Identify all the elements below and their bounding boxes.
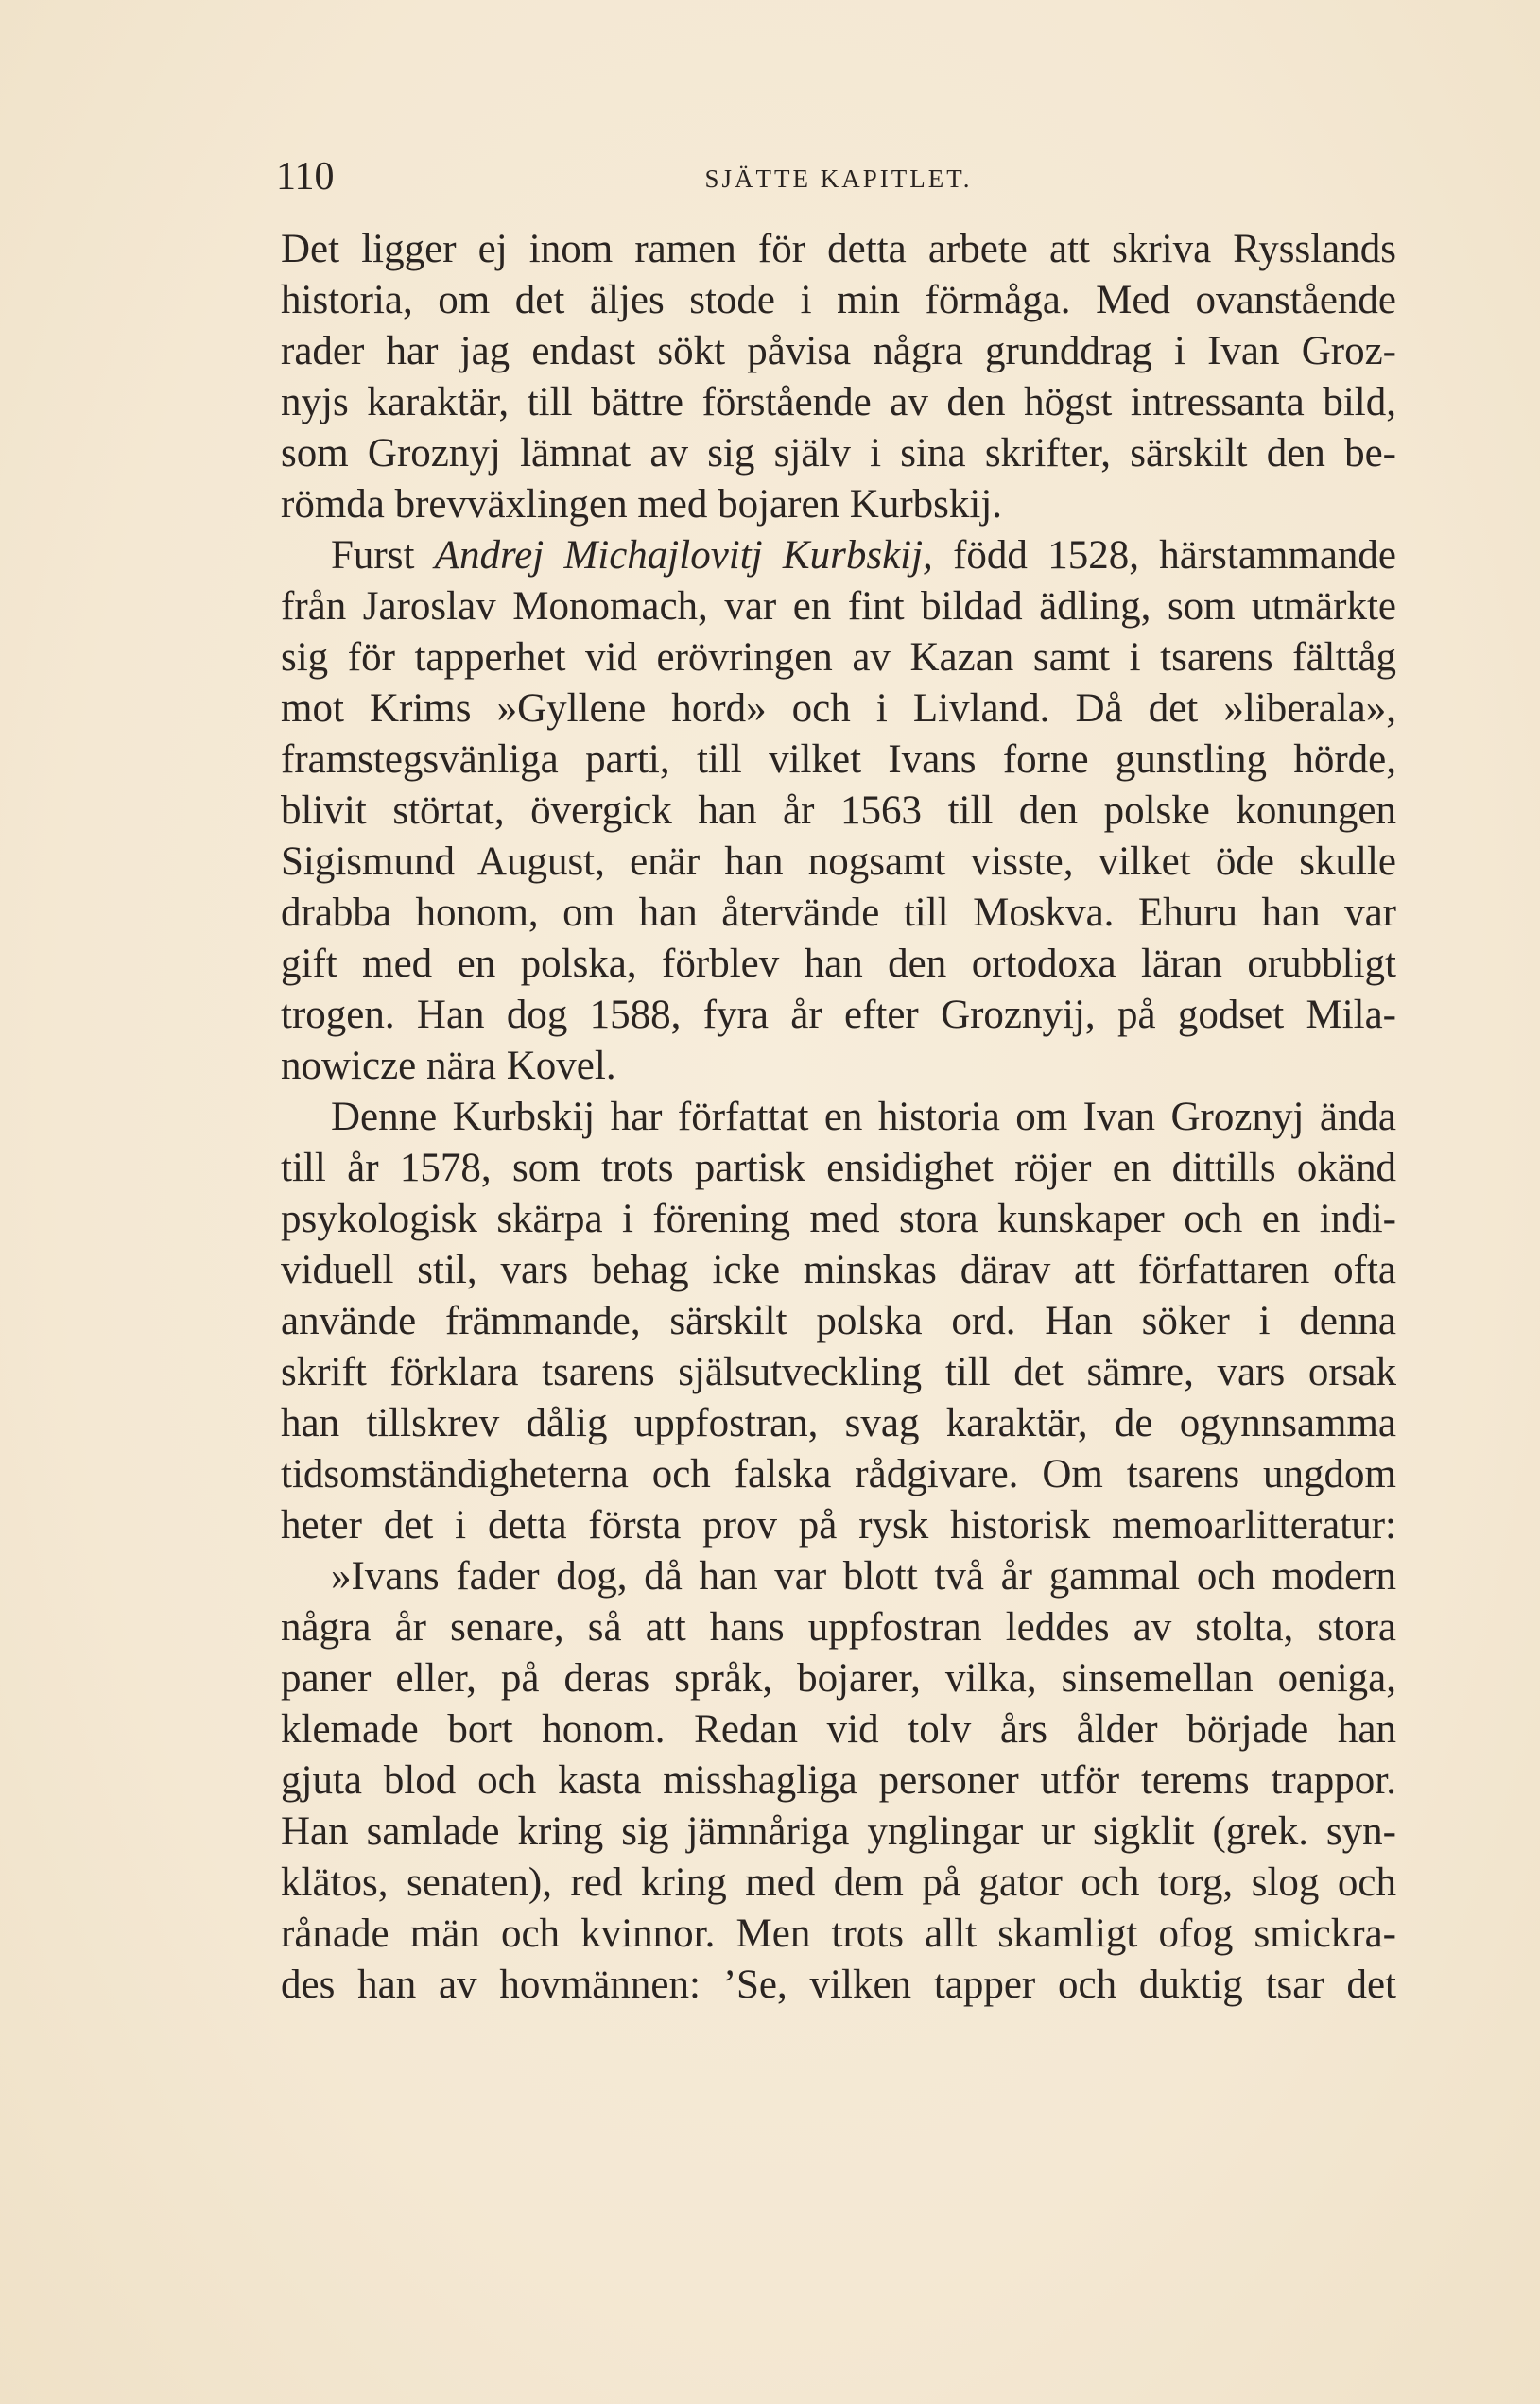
text-line: blivit störtat, övergick han år 1563 till den polske konungen	[281, 788, 1396, 833]
paragraph	[281, 1092, 1396, 1551]
text-line: psykologisk skärpa i förening med stora kunskaper och en indi-	[281, 1197, 1396, 1241]
paragraph	[281, 530, 1396, 1092]
text-line: sig för tapperhet vid erövringen av Kazan samt i tsarens fälttåg	[281, 635, 1396, 680]
text-line: Denne Kurbskij har författat en historia om Ivan Groznyj ända	[331, 1095, 1396, 1139]
paragraph	[281, 1551, 1396, 2011]
text-line: han tillskrev dålig uppfostran, svag karaktär, de ogynnsamma	[281, 1401, 1396, 1445]
italic-person-name: Andrej Michajlovitj Kurbskij,	[434, 533, 933, 578]
text-segment: Furst	[331, 533, 415, 578]
text-line: Det ligger ej inom ramen för detta arbete att skriva Rysslands	[281, 227, 1396, 271]
text-line: några år senare, så att hans uppfostran leddes av stolta, stora	[281, 1605, 1396, 1650]
text-line: rånade män och kvinnor. Men trots allt skamligt ofog smickra-	[281, 1911, 1396, 1956]
text-line: mot Krims »Gyllene hord» och i Livland. Då det »liberala»,	[281, 686, 1396, 731]
text-line: historia, om det äljes stode i min förmåga. Med ovanstående	[281, 278, 1396, 322]
text-line: tidsomständigheterna och falska rådgivare. Om tsarens ungdom	[281, 1452, 1396, 1496]
text-line: Sigismund August, enär han nogsamt visste, vilket öde skulle	[281, 839, 1396, 884]
text-line: till år 1578, som trots partisk ensidighet röjer en dittills okänd	[281, 1146, 1396, 1190]
text-line: trogen. Han dog 1588, fyra år efter Groznyij, på godset Mila-	[281, 993, 1396, 1037]
text-line: rader har jag endast sökt påvisa några grunddrag i Ivan Groz-	[281, 329, 1396, 373]
text-line: framstegsvänliga parti, till vilket Ivans forne gunstling hörde,	[281, 737, 1396, 782]
text-line: viduell stil, vars behag icke minskas därav att författaren ofta	[281, 1248, 1396, 1292]
text-line: paner eller, på deras språk, bojarer, vilka, sinsemellan oeniga,	[281, 1656, 1396, 1701]
text-line	[281, 530, 1396, 581]
text-line: från Jaroslav Monomach, var en fint bildad ädling, som utmärkte	[281, 584, 1396, 629]
chapter-heading: SJÄTTE KAPITLET.	[704, 164, 973, 193]
text-segment: född 1528, härstammande	[953, 533, 1396, 578]
text-line: klätos, senaten), red kring med dem på gator och torg, slog och	[281, 1860, 1396, 1905]
text-line: nowicze nära Kovel.	[281, 1044, 616, 1088]
text-line: klemade bort honom. Redan vid tolv års ålder började han	[281, 1707, 1396, 1752]
text-line: använde främmande, särskilt polska ord. Han söker i denna	[281, 1299, 1396, 1343]
text-line: heter det i detta första prov på rysk historisk memoarlitteratur:	[281, 1503, 1396, 1548]
text-line: des han av hovmännen: ’Se, vilken tapper och duktig tsar det	[281, 1963, 1396, 2007]
paragraph	[281, 224, 1396, 530]
text-line: »Ivans fader dog, då han var blott två år gammal och modern	[331, 1554, 1396, 1599]
text-line: som Groznyj lämnat av sig själv i sina skrifter, särskilt den be-	[281, 431, 1396, 476]
text-line: römda brevväxlingen med bojaren Kurbskij.	[281, 482, 1003, 527]
text-line: drabba honom, om han återvände till Moskva. Ehuru han var	[281, 891, 1396, 935]
page-number: 110	[276, 155, 335, 199]
text-line: skrift förklara tsarens själsutveckling till det sämre, vars orsak	[281, 1350, 1396, 1394]
body-text	[281, 224, 1396, 2011]
text-line: gift med en polska, förblev han den ortodoxa läran orubbligt	[281, 942, 1396, 986]
text-line: gjuta blod och kasta misshagliga personer utför terems trappor.	[281, 1758, 1396, 1803]
text-line: nyjs karaktär, till bättre förstående av den högst intressanta bild,	[281, 380, 1396, 424]
text-line: Han samlade kring sig jämnåriga ynglingar ur sigklit (grek. syn-	[281, 1809, 1396, 1854]
